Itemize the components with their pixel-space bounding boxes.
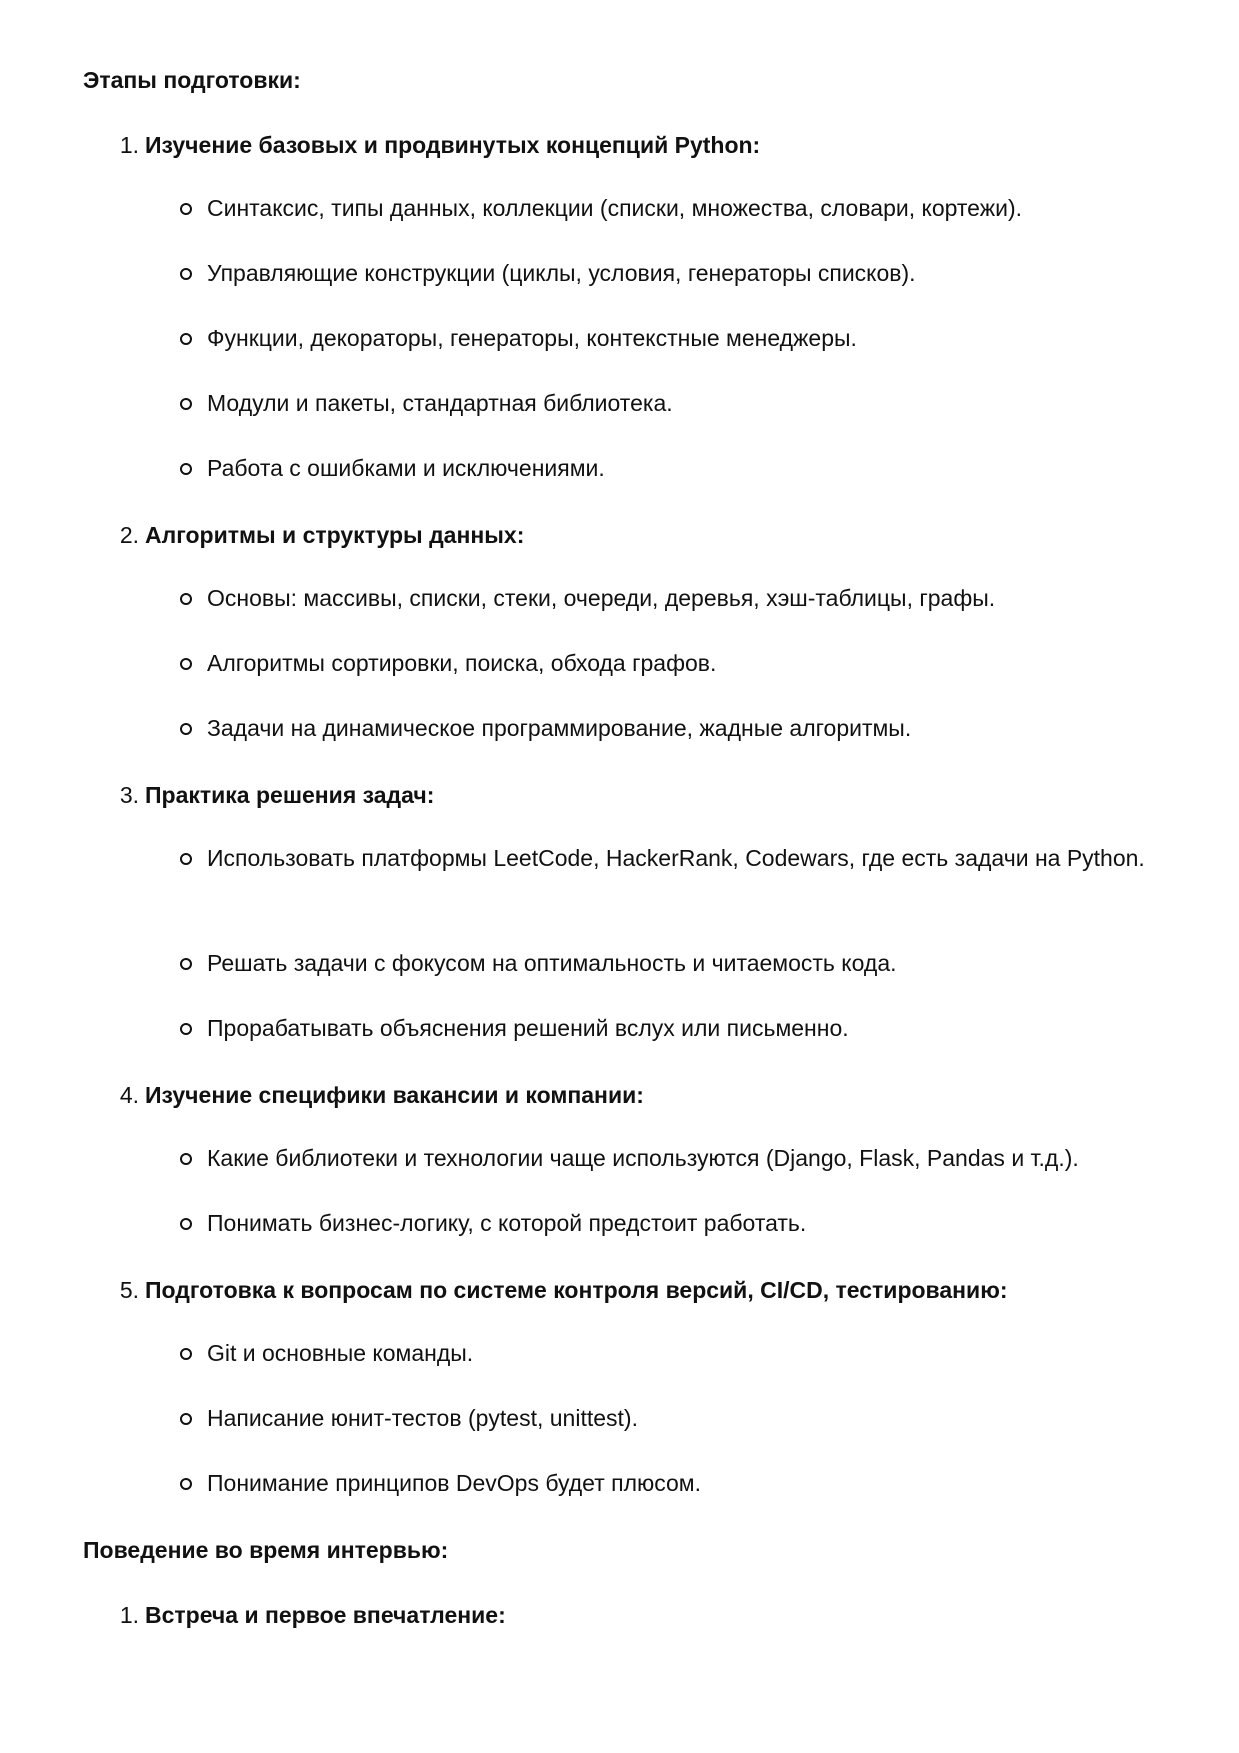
item-number: 1. <box>119 1602 139 1628</box>
circle-bullet-icon <box>180 1218 192 1230</box>
list-item: Решать задачи с фокусом на оптимальность и читаемость кода. <box>207 943 1167 983</box>
circle-bullet-icon <box>180 398 192 410</box>
circle-bullet-icon <box>180 463 192 475</box>
circle-bullet-icon <box>180 203 192 215</box>
list-item: Основы: массивы, списки, стеки, очереди, деревья, хэш-таблицы, графы. <box>207 578 1167 618</box>
list-item: Управляющие конструкции (циклы, условия, генераторы списков). <box>207 253 1167 293</box>
circle-bullet-icon <box>180 1478 192 1490</box>
circle-bullet-icon <box>180 268 192 280</box>
list-item: Синтаксис, типы данных, коллекции (списки, множества, словари, кортежи). <box>207 188 1167 228</box>
circle-bullet-icon <box>180 853 192 865</box>
list-item: Прорабатывать объяснения решений вслух или письменно. <box>207 1008 1167 1048</box>
item-number: 4. <box>119 1082 139 1108</box>
item-number: 1. <box>119 132 139 158</box>
numbered-item-1 <box>119 131 761 159</box>
item-number: 5. <box>119 1277 139 1303</box>
list-item: Работа с ошибками и исключениями. <box>207 448 1167 488</box>
circle-bullet-icon <box>180 723 192 735</box>
item-title: Изучение базовых и продвинутых концепций Python: <box>145 132 761 158</box>
item-title: Практика решения задач: <box>145 782 435 808</box>
numbered-item-1 <box>119 1601 506 1629</box>
item-title: Встреча и первое впечатление: <box>145 1602 506 1628</box>
numbered-item-4 <box>119 1081 644 1109</box>
item-number: 3. <box>119 782 139 808</box>
list-item: Какие библиотеки и технологии чаще используются (Django, Flask, Pandas и т.д.). <box>207 1138 1227 1178</box>
item-title: Подготовка к вопросам по системе контроля версий, CI/CD, тестированию: <box>145 1277 1008 1303</box>
list-item: Понимать бизнес-логику, с которой предстоит работать. <box>207 1203 1167 1243</box>
circle-bullet-icon <box>180 333 192 345</box>
circle-bullet-icon <box>180 958 192 970</box>
list-item: Модули и пакеты, стандартная библиотека. <box>207 383 1167 423</box>
list-item: Функции, декораторы, генераторы, контекстные менеджеры. <box>207 318 1167 358</box>
circle-bullet-icon <box>180 658 192 670</box>
numbered-item-3 <box>119 781 435 809</box>
circle-bullet-icon <box>180 1023 192 1035</box>
list-item: Алгоритмы сортировки, поиска, обхода графов. <box>207 643 1167 683</box>
list-item: Понимание принципов DevOps будет плюсом. <box>207 1463 1167 1503</box>
numbered-item-2 <box>119 521 525 549</box>
section-heading-preparation: Этапы подготовки: <box>83 67 301 93</box>
numbered-item-5 <box>119 1276 1008 1304</box>
circle-bullet-icon <box>180 1153 192 1165</box>
list-item: Написание юнит-тестов (pytest, unittest). <box>207 1398 1167 1438</box>
item-title: Изучение специфики вакансии и компании: <box>145 1082 644 1108</box>
circle-bullet-icon <box>180 1348 192 1360</box>
item-title: Алгоритмы и структуры данных: <box>145 522 525 548</box>
list-item: Задачи на динамическое программирование, жадные алгоритмы. <box>207 708 1167 748</box>
list-item: Git и основные команды. <box>207 1333 1167 1373</box>
circle-bullet-icon <box>180 593 192 605</box>
section-heading-interview: Поведение во время интервью: <box>83 1537 449 1563</box>
circle-bullet-icon <box>180 1413 192 1425</box>
list-item: Использовать платформы LeetCode, HackerRank, Codewars, где есть задачи на Python. <box>207 838 1167 878</box>
item-number: 2. <box>119 522 139 548</box>
